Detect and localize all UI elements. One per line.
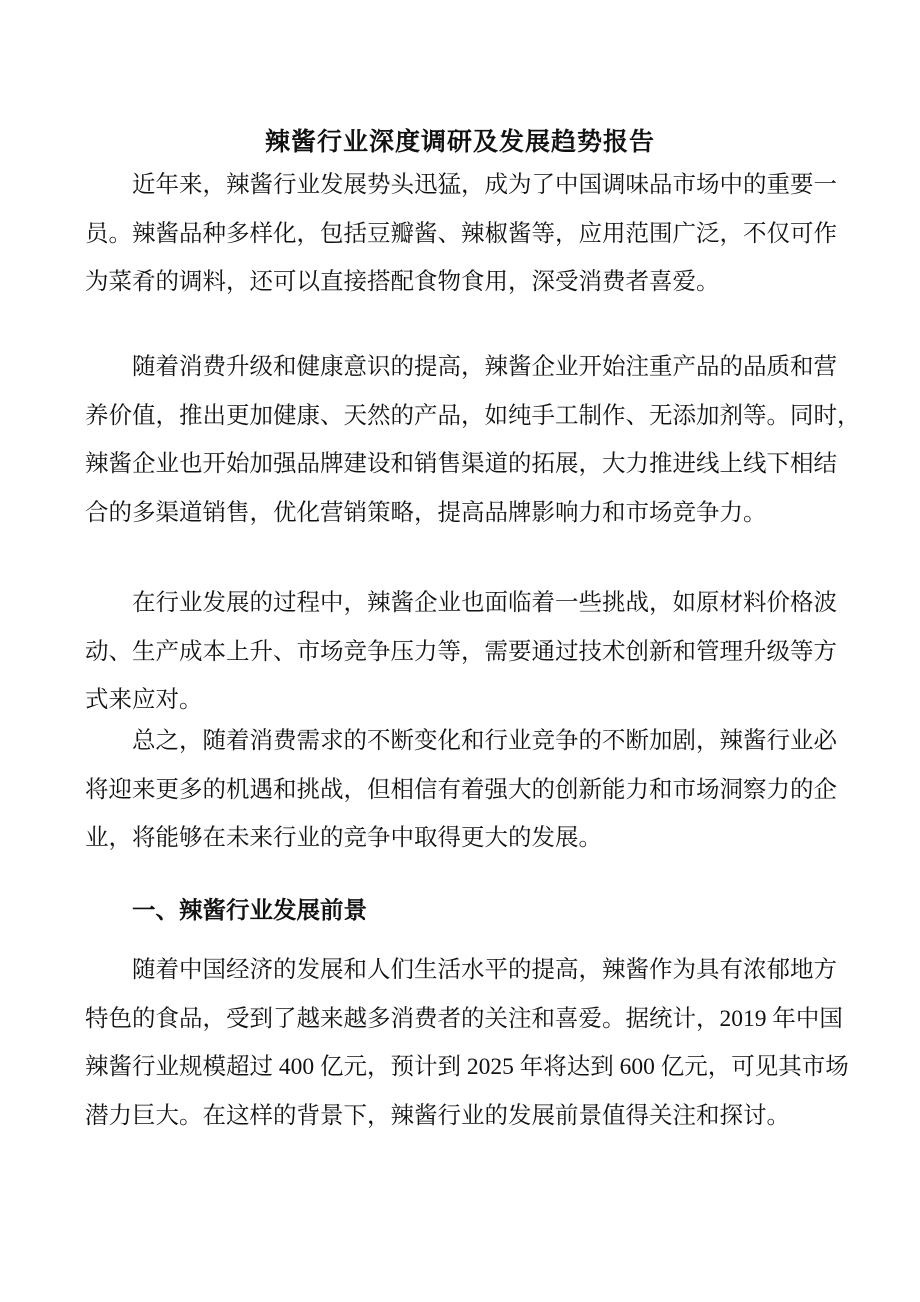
text-line: 为菜肴的调料，还可以直接搭配食物食用，深受消费者喜爱。 <box>85 269 720 295</box>
paragraph-prospects <box>85 946 849 1140</box>
text-line: 在行业发展的过程中，辣酱企业也面临着一些挑战，如原材料价格波 <box>132 590 837 616</box>
text-line: 潜力巨大。在这样的背景下，辣酱行业的发展前景值得关注和探讨。 <box>85 1102 790 1129</box>
paragraph-conclusion <box>85 717 837 863</box>
paragraph-consumption-upgrade <box>85 343 861 537</box>
paragraph-intro <box>85 161 837 307</box>
text-line: 式来应对。 <box>85 687 203 713</box>
text-line: 辣酱企业也开始加强品牌建设和销售渠道的拓展，大力推进线上线下相结 <box>85 451 837 477</box>
text-line: 总之，随着消费需求的不断变化和行业竞争的不断加剧，辣酱行业必 <box>132 728 837 754</box>
text-line: 近年来，辣酱行业发展势头迅猛，成为了中国调味品市场中的重要一 <box>132 172 837 198</box>
text-line: 业，将能够在未来行业的竞争中取得更大的发展。 <box>85 825 602 851</box>
text-line: 合的多渠道销售，优化营销策略，提高品牌影响力和市场竞争力。 <box>85 499 767 526</box>
text-line: 动、生产成本上升、市场竞争压力等，需要通过技术创新和管理升级等方 <box>85 638 837 665</box>
section-heading: 一、辣酱行业发展前景 <box>132 898 367 924</box>
text-line: 辣酱行业规模超过 400 亿元，预计到 2025 年将达到 600 亿元，可见其市场 <box>85 1054 849 1080</box>
document-title: 辣酱行业深度调研及发展趋势报告 <box>264 129 655 156</box>
text-line: 员。辣酱品种多样化，包括豆瓣酱、辣椒酱等，应用范围广泛，不仅可作 <box>85 220 837 247</box>
paragraph-challenges <box>85 579 837 725</box>
text-line: 特色的食品，受到了越来越多消费者的关注和喜爱。据统计，2019 年中国 <box>85 1005 843 1032</box>
text-line: 养价值，推出更加健康、天然的产品，如纯手工制作、无添加剂等。同时， <box>85 402 861 429</box>
text-line: 随着消费升级和健康意识的提高，辣酱企业开始注重产品的品质和营 <box>132 354 837 380</box>
text-line: 随着中国经济的发展和人们生活水平的提高，辣酱作为具有浓郁地方 <box>132 957 837 983</box>
text-line: 将迎来更多的机遇和挑战，但相信有着强大的创新能力和市场洞察力的企 <box>85 776 837 803</box>
